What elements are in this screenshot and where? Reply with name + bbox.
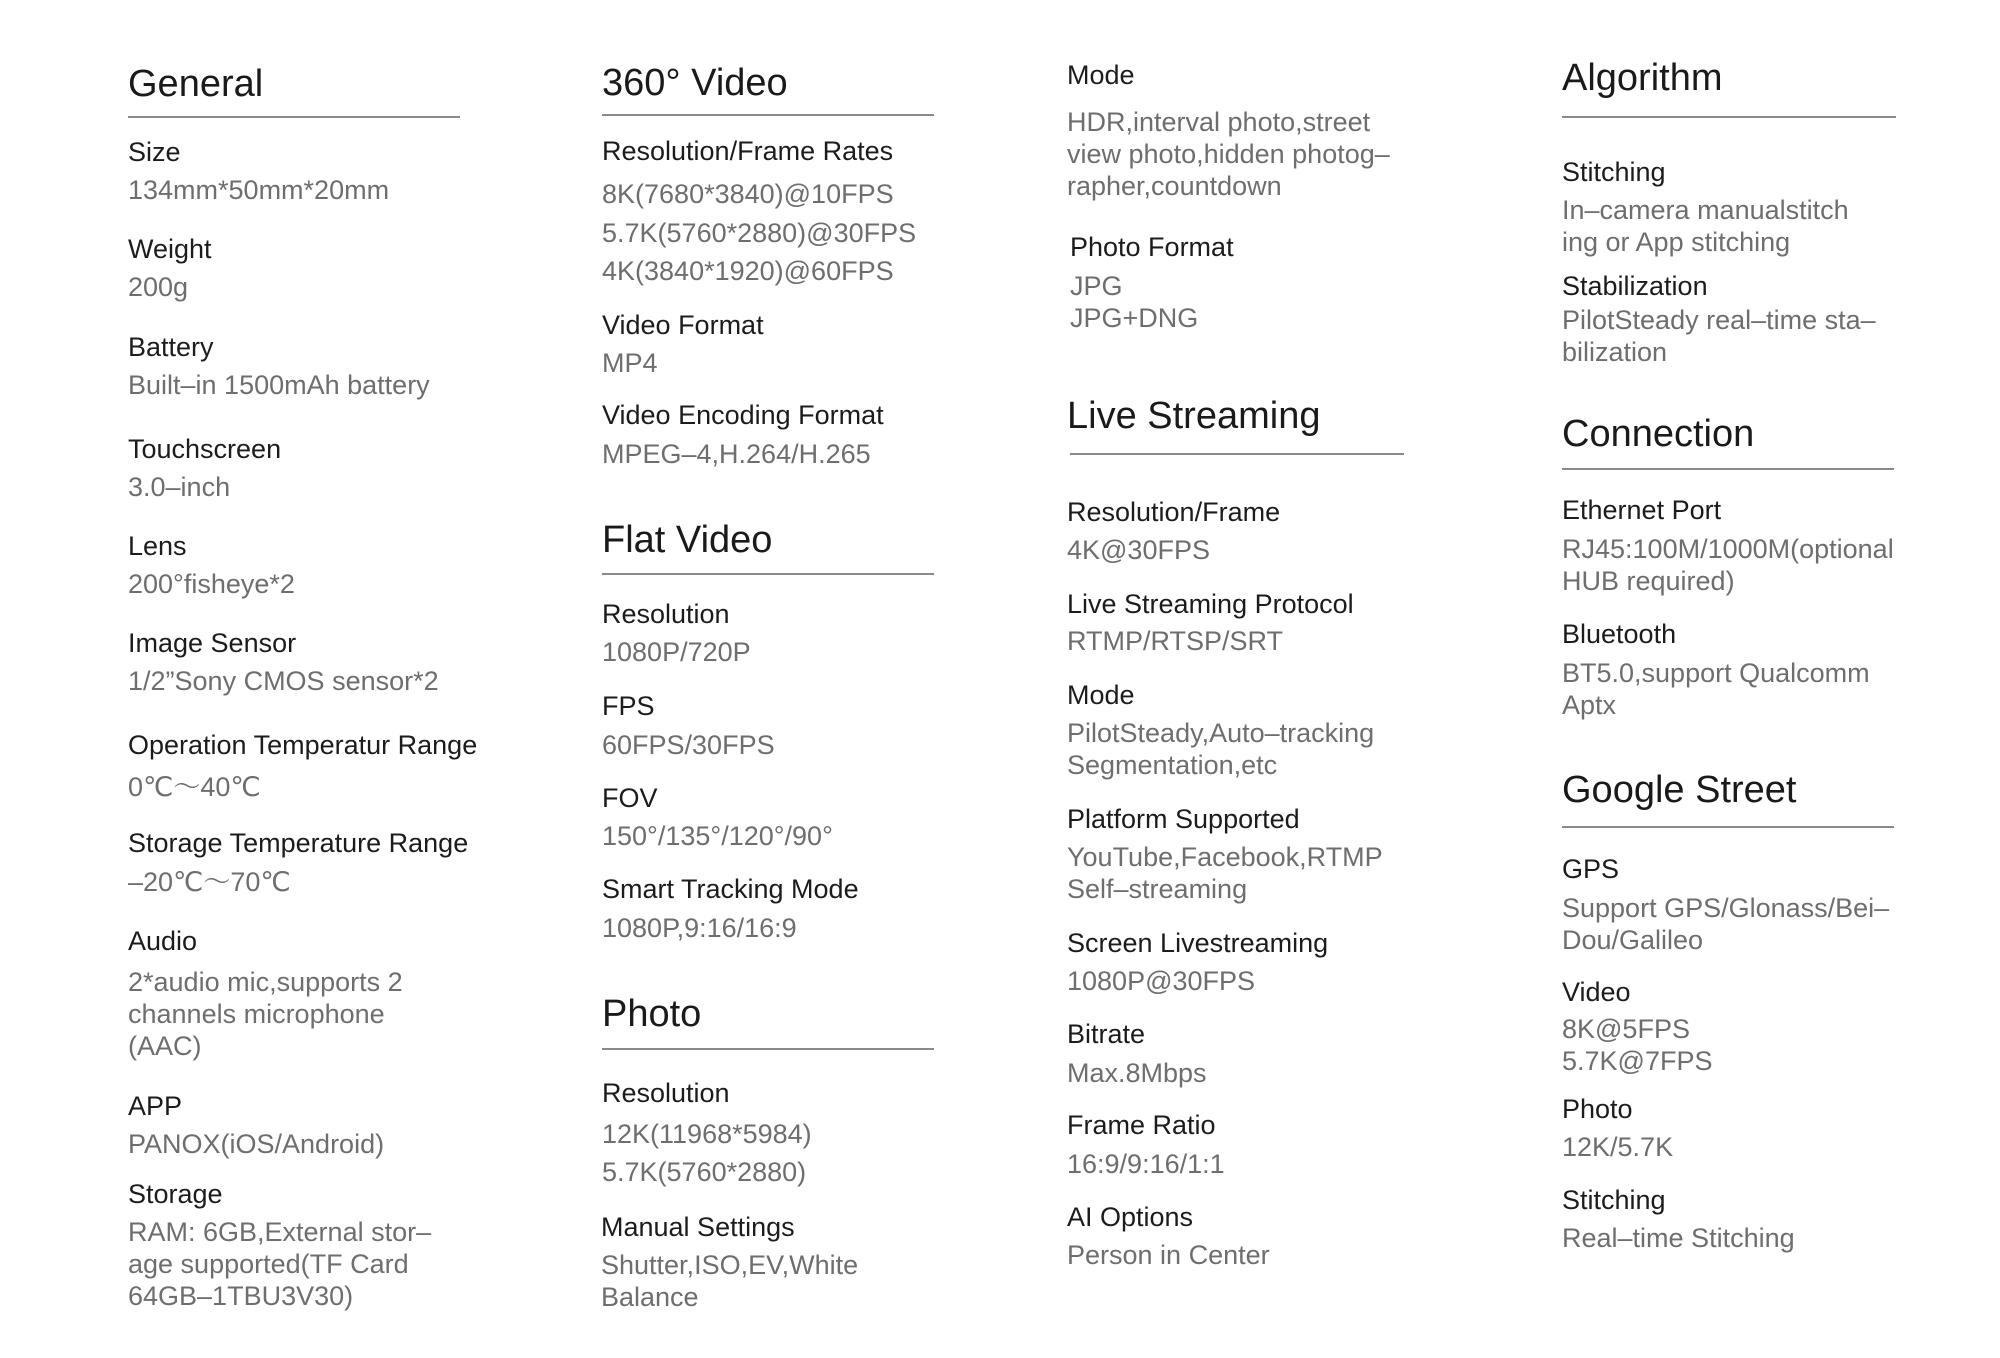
weight-value: 200g (128, 272, 189, 302)
battery-value: Built–in 1500mAh battery (128, 370, 430, 400)
live-heading: Live Streaming (1067, 395, 1321, 437)
app-value: PANOX(iOS/Android) (128, 1129, 385, 1159)
tracking-mode-value: 1080P,9:16/16:9 (602, 913, 797, 943)
flat-resolution-value: 1080P/720P (602, 637, 751, 667)
photo-format-label: Photo Format (1070, 232, 1234, 262)
stitching-value: In–camera manualstitch ing or App stitching (1562, 195, 1849, 257)
fps-label: FPS (602, 691, 655, 721)
manual-settings-value: Shutter,ISO,EV,White Balance (601, 1250, 859, 1312)
general-heading: General (128, 63, 264, 105)
screen-livestreaming-label: Screen Livestreaming (1067, 928, 1329, 958)
photo-resolution-value: 12K(11968*5984) 5.7K(5760*2880) (602, 1119, 812, 1187)
app-label: APP (128, 1091, 183, 1121)
google-photo-value: 12K/5.7K (1562, 1132, 1674, 1162)
operation-temp-value: 0℃～40℃ (128, 772, 261, 802)
battery-label: Battery (128, 332, 214, 362)
general-rule (128, 116, 460, 118)
algorithm-rule (1562, 116, 1896, 118)
stitching-label: Stitching (1562, 157, 1666, 187)
gps-label: GPS (1562, 854, 1620, 884)
flat-video-rule (602, 573, 934, 575)
size-value: 134mm*50mm*20mm (128, 175, 390, 205)
google-photo-label: Photo (1562, 1094, 1633, 1124)
image-sensor-value: 1/2”Sony CMOS sensor*2 (128, 666, 439, 696)
live-mode-label: Mode (1067, 680, 1135, 710)
audio-label: Audio (128, 926, 198, 956)
photo-heading: Photo (602, 993, 702, 1035)
stabilization-value: PilotSteady real–time sta– bilization (1562, 305, 1876, 367)
google-video-label: Video (1562, 977, 1631, 1007)
manual-settings-label: Manual Settings (601, 1212, 795, 1242)
image-sensor-label: Image Sensor (128, 628, 297, 658)
lens-label: Lens (128, 531, 187, 561)
algorithm-heading: Algorithm (1562, 57, 1723, 99)
platform-label: Platform Supported (1067, 804, 1300, 834)
audio-value: 2*audio mic,supports 2 channels microphone (AAC) (128, 967, 403, 1061)
encoding-format-value: MPEG–4,H.264/H.265 (602, 439, 871, 469)
photo-format-value: JPG JPG+DNG (1070, 271, 1199, 333)
touchscreen-value: 3.0–inch (128, 472, 231, 502)
touchscreen-label: Touchscreen (128, 434, 282, 464)
lens-value: 200°fisheye*2 (128, 569, 295, 599)
live-mode-value: PilotSteady,Auto–tracking Segmentation,etc (1067, 718, 1375, 780)
video-format-value: MP4 (602, 348, 658, 378)
fps-value: 60FPS/30FPS (602, 730, 775, 760)
photo-mode-label: Mode (1067, 60, 1135, 90)
operation-temp-label: Operation Temperatur Range (128, 730, 478, 760)
storage-temp-label: Storage Temperature Range (128, 828, 469, 858)
google-street-heading: Google Street (1562, 769, 1797, 811)
frame-ratio-label: Frame Ratio (1067, 1110, 1216, 1140)
live-rule (1070, 453, 1404, 455)
weight-label: Weight (128, 234, 212, 264)
frame-rates-label: Resolution/Frame Rates (602, 136, 894, 166)
video-format-label: Video Format (602, 310, 764, 340)
fov-label: FOV (602, 783, 658, 813)
frame-ratio-value: 16:9/9:16/1:1 (1067, 1149, 1225, 1179)
storage-temp-value: –20℃～70℃ (128, 867, 291, 897)
ai-options-label: AI Options (1067, 1202, 1194, 1232)
google-video-value: 8K@5FPS 5.7K@7FPS (1562, 1014, 1713, 1076)
size-label: Size (128, 137, 181, 167)
bluetooth-label: Bluetooth (1562, 619, 1677, 649)
bitrate-label: Bitrate (1067, 1019, 1146, 1049)
connection-heading: Connection (1562, 413, 1755, 455)
google-stitching-label: Stitching (1562, 1185, 1666, 1215)
ethernet-value: RJ45:100M/1000M(optional HUB required) (1562, 534, 1894, 596)
google-street-rule (1562, 826, 1894, 828)
ai-options-value: Person in Center (1067, 1240, 1270, 1270)
live-resolution-label: Resolution/Frame (1067, 497, 1281, 527)
connection-rule (1562, 468, 1894, 470)
video360-heading: 360° Video (602, 62, 788, 104)
live-resolution-value: 4K@30FPS (1067, 535, 1210, 565)
frame-rates-value: 8K(7680*3840)@10FPS 5.7K(5760*2880)@30FPS 4K(3840*1920)@60FPS (602, 179, 917, 286)
photo-mode-value: HDR,interval photo,street view photo,hidden photog– rapher,countdown (1067, 107, 1390, 201)
video360-rule (602, 114, 934, 116)
photo-resolution-label: Resolution (602, 1078, 730, 1108)
encoding-format-label: Video Encoding Format (602, 400, 884, 430)
live-protocol-value: RTMP/RTSP/SRT (1067, 626, 1284, 656)
storage-value: RAM: 6GB,External stor– age supported(TF Card 64GB–1TBU3V30) (128, 1217, 432, 1311)
flat-video-heading: Flat Video (602, 519, 773, 561)
screen-livestreaming-value: 1080P@30FPS (1067, 966, 1256, 996)
bitrate-value: Max.8Mbps (1067, 1058, 1207, 1088)
live-protocol-label: Live Streaming Protocol (1067, 589, 1354, 619)
tracking-mode-label: Smart Tracking Mode (602, 874, 859, 904)
storage-label: Storage (128, 1179, 223, 1209)
platform-value: YouTube,Facebook,RTMP Self–streaming (1067, 842, 1383, 904)
fov-value: 150°/135°/120°/90° (602, 821, 833, 851)
photo-rule (602, 1048, 934, 1050)
google-stitching-value: Real–time Stitching (1562, 1223, 1795, 1253)
bluetooth-value: BT5.0,support Qualcomm Aptx (1562, 658, 1870, 720)
gps-value: Support GPS/Glonass/Bei– Dou/Galileo (1562, 893, 1890, 955)
ethernet-label: Ethernet Port (1562, 495, 1722, 525)
stabilization-label: Stabilization (1562, 271, 1708, 301)
flat-resolution-label: Resolution (602, 599, 730, 629)
